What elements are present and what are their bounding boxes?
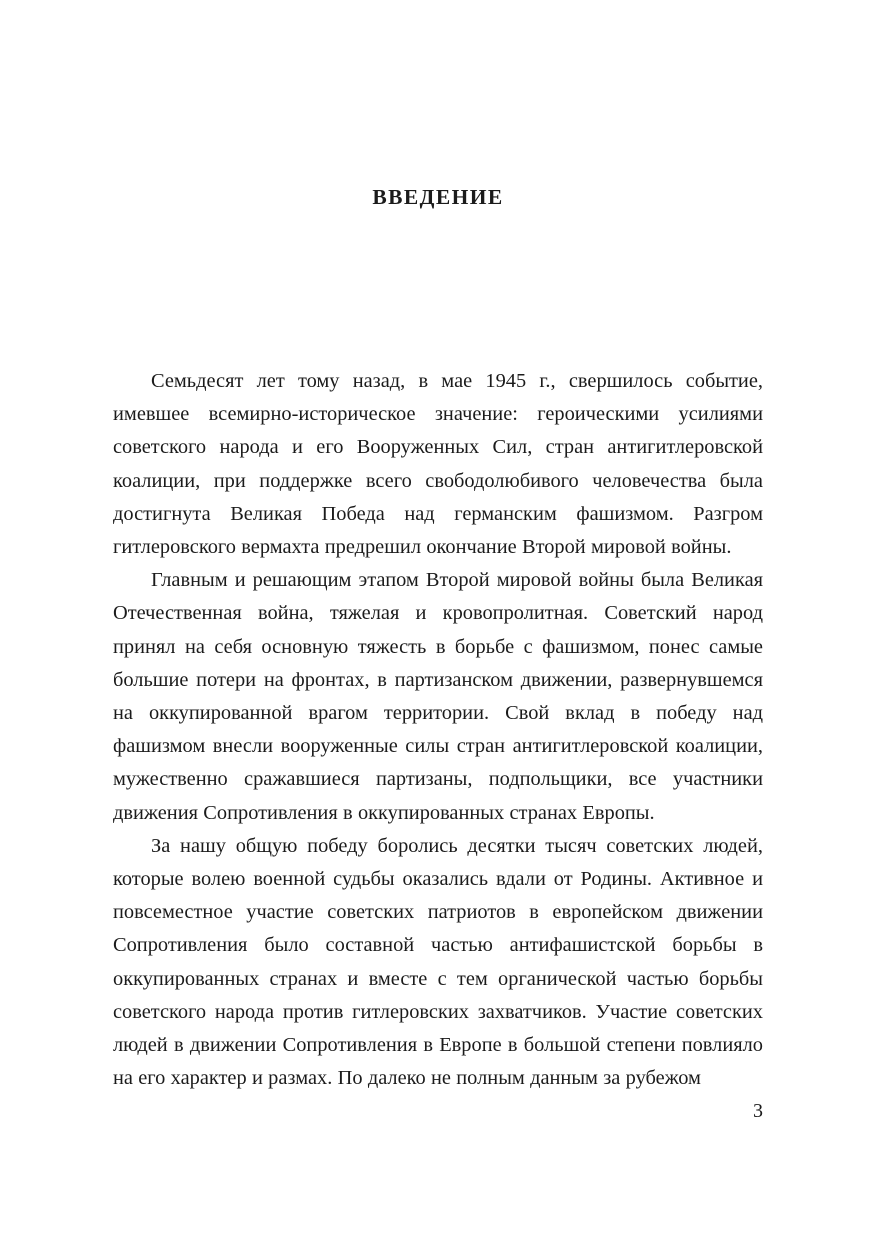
page-title: ВВЕДЕНИЕ — [372, 185, 504, 209]
paragraph: За нашу общую победу боролись десятки тысяч советских людей, которые волею военной судьбы оказались вдали от Родины. Активное и повсеместное участие советских патриотов в европейском движении Сопротивления было составной частью антифашистской борьбы в оккупированных странах и вместе с тем органической частью борьбы советского народа против гитлеровских захватчиков. Участие советских людей в движении Сопротивления в Европе в большой степени повлияло на его характер и размах. По далеко не полным данным за рубежом — [113, 834, 763, 1090]
body-text — [113, 210, 763, 1095]
page-number: 3 — [753, 1100, 763, 1122]
paragraph: Семьдесят лет тому назад, в мае 1945 г., свершилось событие, имевшее всемирно-историческое значение: героическими усилиями советского народа и его Вооруженных Сил, стран антигитлеровской коалиции, при поддержке всего свободолюбивого человечества была достигнута Великая Победа над германским фашизмом. Разгром гитлеровского вермахта предрешил окончание Второй мировой войны. — [113, 370, 763, 559]
paragraph: Главным и решающим этапом Второй мировой войны была Великая Отечественная война, тяжелая и кровопролитная. Советский народ принял на себя основную тяжесть в борьбе с фашизмом, понес самые большие потери на фронтах, в партизанском движении, развернувшемся на оккупированной врагом территории. Свой вклад в победу над фашизмом внесли вооруженные силы стран антигитлеровской коалиции, мужественно сражавшиеся партизаны, подпольщики, все участники движения Сопротивления в оккупированных странах Европы. — [113, 569, 763, 824]
page-content — [113, 0, 763, 1095]
